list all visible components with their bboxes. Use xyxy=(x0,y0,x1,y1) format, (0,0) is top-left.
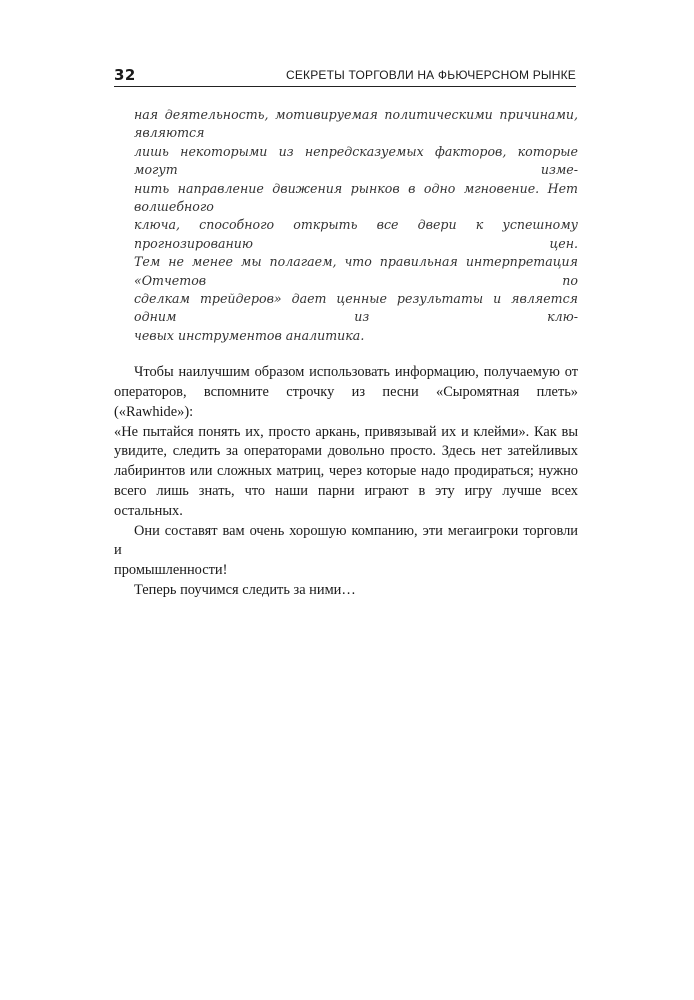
paragraph-line: операторов, вспомните строчку из песни «Сыромятная плеть» («Rawhide»): xyxy=(114,384,578,420)
paragraph-line: Теперь поучимся следить за ними… xyxy=(134,582,356,599)
page-body xyxy=(114,106,578,601)
quote-line: сделкам трейдеров» дает ценные результаты и является одним из клю- xyxy=(134,291,578,325)
running-header xyxy=(114,64,576,87)
paragraph-1 xyxy=(114,363,578,521)
quote-line: ключа, способного открыть все двери к успешному прогнозированию цен. xyxy=(134,217,578,251)
paragraph-3 xyxy=(114,581,578,601)
quote-line: Тем не менее мы полагаем, что правильная интерпретация «Отчетов по xyxy=(134,254,578,288)
paragraph-line: увидите, следить за операторами довольно просто. Здесь нет затейливых xyxy=(114,443,578,460)
paragraph-line: всего лишь знать, что наши парни играют в эту игру лучше всех остальных. xyxy=(114,483,578,519)
paragraph-2 xyxy=(114,522,578,581)
paragraph-line: лабиринтов или сложных матриц, через которые надо продираться; нужно xyxy=(114,463,578,480)
paragraph-line: «Не пытайся понять их, просто аркань, привязывай их и клейми». Как вы xyxy=(114,423,578,440)
quote-line: нить направление движения рынков в одно мгновение. Нет волшебного xyxy=(134,180,578,215)
page-number: 32 xyxy=(114,66,136,84)
running-title: СЕКРЕТЫ ТОРГОВЛИ НА ФЬЮЧЕРСНОМ РЫНКЕ xyxy=(285,68,576,82)
paragraph-line: Они составят вам очень хорошую компанию, эти мегаигроки торговли и xyxy=(114,522,578,559)
italic-quote-block xyxy=(134,106,578,345)
quote-line: чевых инструментов аналитика. xyxy=(134,327,365,343)
quote-line: лишь некоторыми из непредсказуемых факторов, которые могут изме- xyxy=(134,143,578,178)
paragraph-line: Чтобы наилучшим образом использовать информацию, получаемую от xyxy=(134,364,578,381)
quote-line: ная деятельность, мотивируемая политическими причинами, являются xyxy=(134,107,578,141)
paragraph-line: промышленности! xyxy=(114,562,228,579)
